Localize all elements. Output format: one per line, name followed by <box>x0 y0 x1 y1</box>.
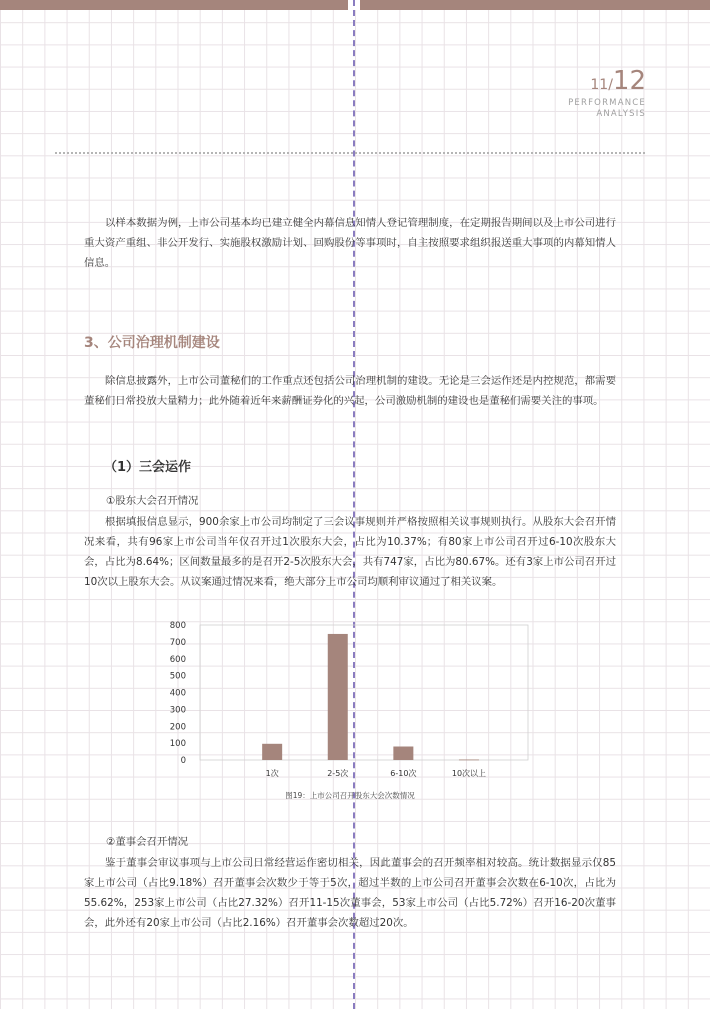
item2-paragraph: 鉴于董事会审议事项与上市公司日常经营运作密切相关，因此董事会的召开频率相对较高。统计数据显示仅85家上市公司（占比9.18%）召开董事会次数少于等于5次，超过半数的上市公司召开董事会次数在6-10次，占比为55.62%，253家上市公司（占比27.32%）召开11-15次董事会，53家上市公司（占比5.72%）召开16-20次董事会，此外还有20家上市公司（占比2.16%）召开董事会次数超过20次。 <box>84 857 616 929</box>
section-label-line2: ANALYSIS <box>596 109 646 119</box>
bar <box>459 759 479 760</box>
y-tick-label: 0 <box>180 756 186 766</box>
y-tick-label: 100 <box>169 739 186 750</box>
chart <box>150 610 550 815</box>
y-tick-label: 500 <box>169 671 186 682</box>
section-paragraph: 除信息披露外，上市公司董秘们的工作重点还包括公司治理机制的建设。无论是三会运作还是内控规范，都需要董秘们日常投放大量精力；此外随着近年来薪酬证券化的兴起，公司激励机制的建设也是董秘们需要关注的事项。 <box>84 375 616 407</box>
page-number <box>590 66 646 96</box>
section-label <box>568 98 646 120</box>
item2-title: ②董事会召开情况 <box>106 836 189 848</box>
bar <box>328 634 348 760</box>
bar <box>393 747 413 761</box>
intro-paragraph: 以样本数据为例，上市公司基本均已建立健全内幕信息知情人登记管理制度，在定期报告期间以及上市公司进行重大资产重组、非公开发行、实施股权激励计划、回购股份等事项时，自主按照要求组织报送重大事项的内幕知情人信息。 <box>84 217 616 269</box>
y-tick-label: 600 <box>169 654 186 665</box>
x-tick-label: 1次 <box>265 769 279 778</box>
header-divider <box>55 152 645 154</box>
page-number-current: 11/ <box>590 77 613 93</box>
x-tick-label: 6-10次 <box>390 769 417 778</box>
y-tick-label: 400 <box>169 688 186 699</box>
item1-title: ①股东大会召开情况 <box>106 495 199 507</box>
item1-paragraph: 根据填报信息显示，900余家上市公司均制定了三会议事规则并严格按照相关议事规则执行。从股东大会召开情况来看，共有96家上市公司当年仅召开过1次股东大会，占比为10.37%；有80家上市公司召开过6-10次股东大会，占比为8.64%；区间数量最多的是召开2-5次股东大会，共有747家，占比为80.67%。还有3家上市公司召开过10次以上股东大会。从议案通过情况来看，绝大部分上市公司均顺利审议通过了相关议案。 <box>84 516 616 588</box>
bar-chart-svg <box>150 610 550 788</box>
section-title: 3、公司治理机制建设 <box>84 335 220 351</box>
bar <box>262 744 282 760</box>
x-tick-label: 10次以上 <box>451 769 487 778</box>
y-tick-label: 700 <box>169 637 186 648</box>
y-tick-label: 800 <box>169 621 186 631</box>
y-tick-label: 200 <box>169 722 186 733</box>
subsection-title: （1）三会运作 <box>104 460 192 475</box>
chart-caption: 图19：上市公司召开股东大会次数情况 <box>285 791 415 800</box>
plot-area-frame <box>200 625 528 760</box>
y-tick-label: 300 <box>169 705 186 716</box>
page-number-total: 12 <box>612 66 646 96</box>
x-tick-label: 2-5次 <box>327 769 349 778</box>
section-label-line1: PERFORMANCE <box>568 98 646 108</box>
